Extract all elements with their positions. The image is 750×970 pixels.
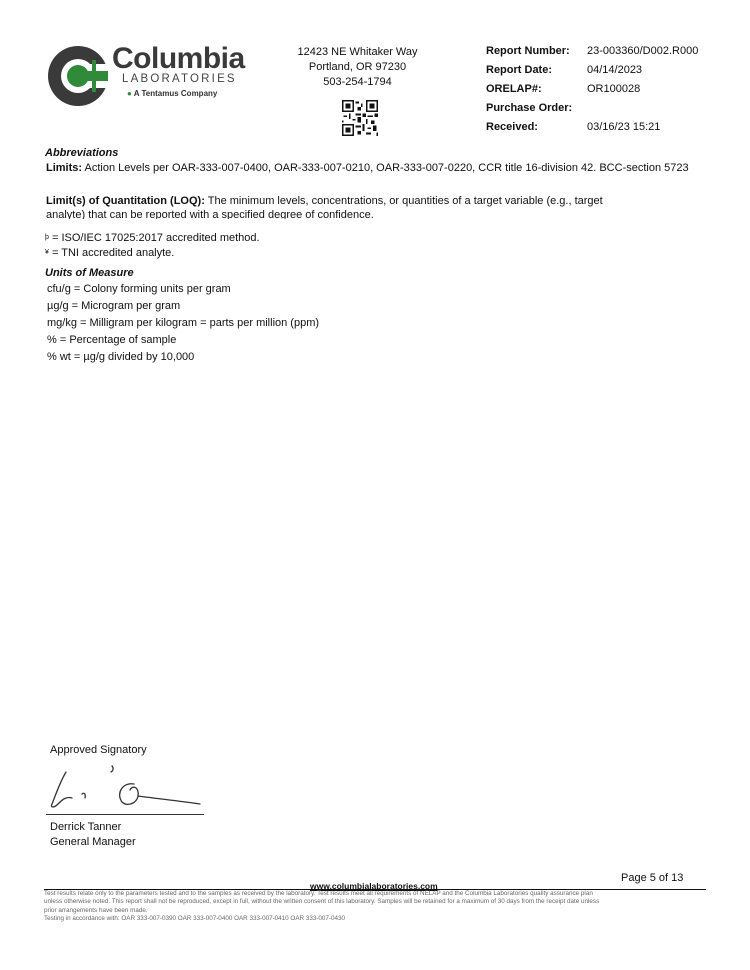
- signature-line: [46, 814, 204, 815]
- unit-item: % = Percentage of sample: [47, 334, 177, 346]
- qr-code-icon: [342, 100, 378, 136]
- address-phone: 503-254-1794: [323, 76, 392, 88]
- disclaimer-line: prior arrangements have been made.: [44, 906, 148, 914]
- unit-item: mg/kg = Milligram per kilogram = parts per million (ppm): [47, 317, 320, 329]
- iso-mark: þ: [45, 234, 49, 241]
- iso-note: [45, 232, 260, 244]
- approved-signatory-label: Approved Signatory: [50, 744, 147, 756]
- unit-item: % wt = µg/g divided by 10,000: [47, 351, 195, 363]
- page-number: Page 5 of 13: [621, 872, 684, 884]
- tni-text: = TNI accredited analyte.: [51, 247, 175, 259]
- logo-name: Columbia: [112, 42, 245, 75]
- logo-subtitle: LABORATORIES: [122, 73, 237, 85]
- loq-text: The minimum levels, concentrations, or quantities of a target variable (e.g., target analyte) that can be reported with a specified degree of confidence.: [46, 195, 603, 219]
- loq-label: Limit(s) of Quantitation (LOQ):: [46, 195, 205, 207]
- unit-item: µg/g = Microgram per gram: [47, 300, 181, 312]
- limits-text: Action Levels per OAR-333-007-0400, OAR-333-007-0210, OAR-333-007-0220, CCR title 16-division 42. BCC-section 5723: [84, 162, 689, 174]
- loq-definition: [46, 194, 626, 219]
- limits-label: Limits:: [46, 162, 83, 174]
- limits-line: [46, 162, 689, 174]
- tentamus-icon: ●: [127, 89, 132, 98]
- tni-note: [45, 247, 174, 259]
- website-link[interactable]: www.columbialaboratories.com: [310, 881, 438, 891]
- iso-text: = ISO/IEC 17025:2017 accredited method.: [51, 232, 260, 244]
- logo-tagline: ● A Tentamus Company: [127, 89, 218, 98]
- units-list: [47, 281, 319, 366]
- lab-address: [270, 45, 445, 90]
- unit-item: cfu/g = Colony forming units per gram: [47, 283, 231, 295]
- abbreviations-heading: Abbreviations: [45, 147, 119, 159]
- disclaimer-line: Test results relate only to the parameters tested and to the samples as received by the laboratory. Test results meet all requirements of NELAP and the Columbia Laboratories quality assurance plan: [44, 890, 593, 897]
- units-heading: Units of Measure: [45, 267, 134, 279]
- tni-mark: ¥: [45, 249, 49, 256]
- signatory-title: General Manager: [50, 836, 136, 848]
- footer-disclaimer: [44, 890, 706, 923]
- disclaimer-line: unless otherwise noted. This report shall not be reproduced, except in full, without the written consent of this laboratory. Samples will be retained for a maximum of 30 days from the receipt date unless: [44, 898, 600, 906]
- address-street: 12423 NE Whitaker Way: [297, 46, 418, 58]
- address-city: Portland, OR 97230: [308, 61, 407, 73]
- signatory-name: Derrick Tanner: [50, 821, 122, 833]
- disclaimer-line: Testing in accordance with: OAR 333-007-0390 OAR 333-007-0400 OAR 333-007-0410 OAR 333-007-0430: [44, 914, 346, 922]
- handwritten-signature: [42, 764, 212, 816]
